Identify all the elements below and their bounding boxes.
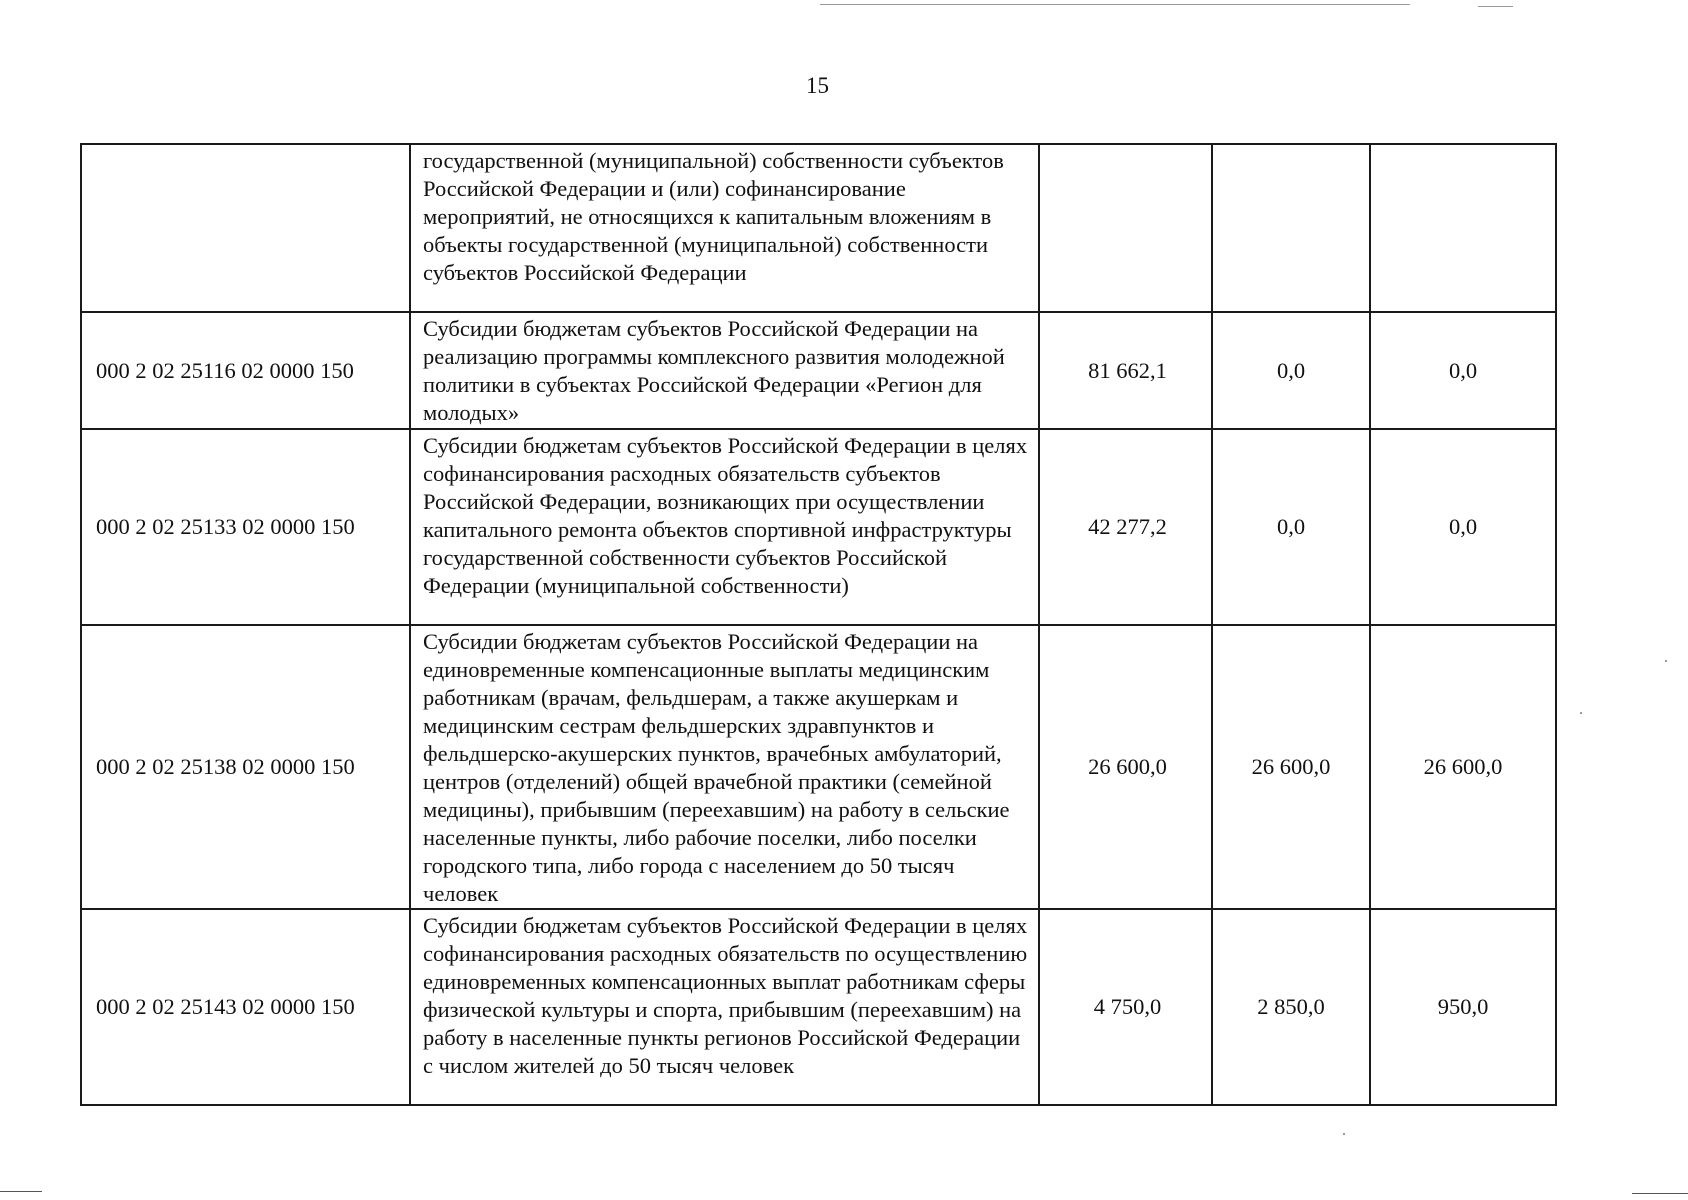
budget-code-cell: 000 2 02 25138 02 0000 150	[81, 625, 410, 909]
scan-artifact-top	[820, 4, 1410, 5]
amount-year3-cell: 0,0	[1370, 312, 1556, 429]
amount-year3-cell: 0,0	[1370, 429, 1556, 625]
amount-year2-cell: 0,0	[1212, 312, 1370, 429]
table-row	[81, 909, 1556, 1105]
amount-year1-cell: 42 277,2	[1039, 429, 1212, 625]
budget-code-cell: 000 2 02 25143 02 0000 150	[81, 909, 410, 1105]
table-row	[81, 144, 1556, 312]
budget-revenue-table	[80, 143, 1557, 1106]
scan-speck	[1343, 1133, 1345, 1135]
scan-artifact-bottom-right	[1632, 1193, 1688, 1194]
amount-year3-cell	[1370, 144, 1556, 312]
scan-artifact-top-right	[1478, 6, 1513, 7]
budget-code-cell: 000 2 02 25116 02 0000 150	[81, 312, 410, 429]
income-name-cell: Субсидии бюджетам субъектов Российской Федерации в целях софинансирования расходных обязательств субъектов Российской Федерации, возникающих при осуществлении капитального ремонта объектов спортивной инфраструктуры государственной собственности субъектов Российской Федерации (муниципальной собственности)	[410, 429, 1039, 625]
amount-year2-cell	[1212, 144, 1370, 312]
amount-year1-cell: 81 662,1	[1039, 312, 1212, 429]
amount-year2-cell: 26 600,0	[1212, 625, 1370, 909]
budget-code-cell	[81, 144, 410, 312]
budget-code-cell: 000 2 02 25133 02 0000 150	[81, 429, 410, 625]
table-row	[81, 312, 1556, 429]
income-name-cell: Субсидии бюджетам субъектов Российской Федерации в целях софинансирования расходных обязательств по осуществлению единовременных компенсационных выплат работникам сферы физической культуры и спорта, прибывшим (переехавшим) на работу в населенные пункты регионов Российской Федерации с числом жителей до 50 тысяч человек	[410, 909, 1039, 1105]
amount-year3-cell: 26 600,0	[1370, 625, 1556, 909]
scan-artifact-bottom-left	[0, 1191, 42, 1192]
income-name-cell: Субсидии бюджетам субъектов Российской Федерации на единовременные компенсационные выплаты медицинским работникам (врачам, фельдшерам, а также акушеркам и медицинским сестрам фельдшерских здравпунктов и фельдшерско-акушерских пунктов, врачебных амбулаторий, центров (отделений) общей врачебной практики (семейной медицины), прибывшим (переехавшим) на работу в сельские населенные пункты, либо рабочие поселки, либо поселки городского типа, либо города с населением до 50 тысяч человек	[410, 625, 1039, 909]
amount-year2-cell: 0,0	[1212, 429, 1370, 625]
income-name-cell: государственной (муниципальной) собственности субъектов Российской Федерации и (или) софинансирование мероприятий, не относящихся к капитальным вложениям в объекты государственной (муниципальной) собственности субъектов Российской Федерации	[410, 144, 1039, 312]
page-number: 15	[806, 73, 829, 98]
amount-year2-cell: 2 850,0	[1212, 909, 1370, 1105]
amount-year3-cell: 950,0	[1370, 909, 1556, 1105]
table-row	[81, 429, 1556, 625]
amount-year1-cell: 26 600,0	[1039, 625, 1212, 909]
scan-speck	[1665, 660, 1667, 662]
income-name-cell: Субсидии бюджетам субъектов Российской Федерации на реализацию программы комплексного развития молодежной политики в субъектах Российской Федерации «Регион для молодых»	[410, 312, 1039, 429]
amount-year1-cell	[1039, 144, 1212, 312]
scan-speck	[1580, 712, 1582, 714]
amount-year1-cell: 4 750,0	[1039, 909, 1212, 1105]
table-row	[81, 625, 1556, 909]
